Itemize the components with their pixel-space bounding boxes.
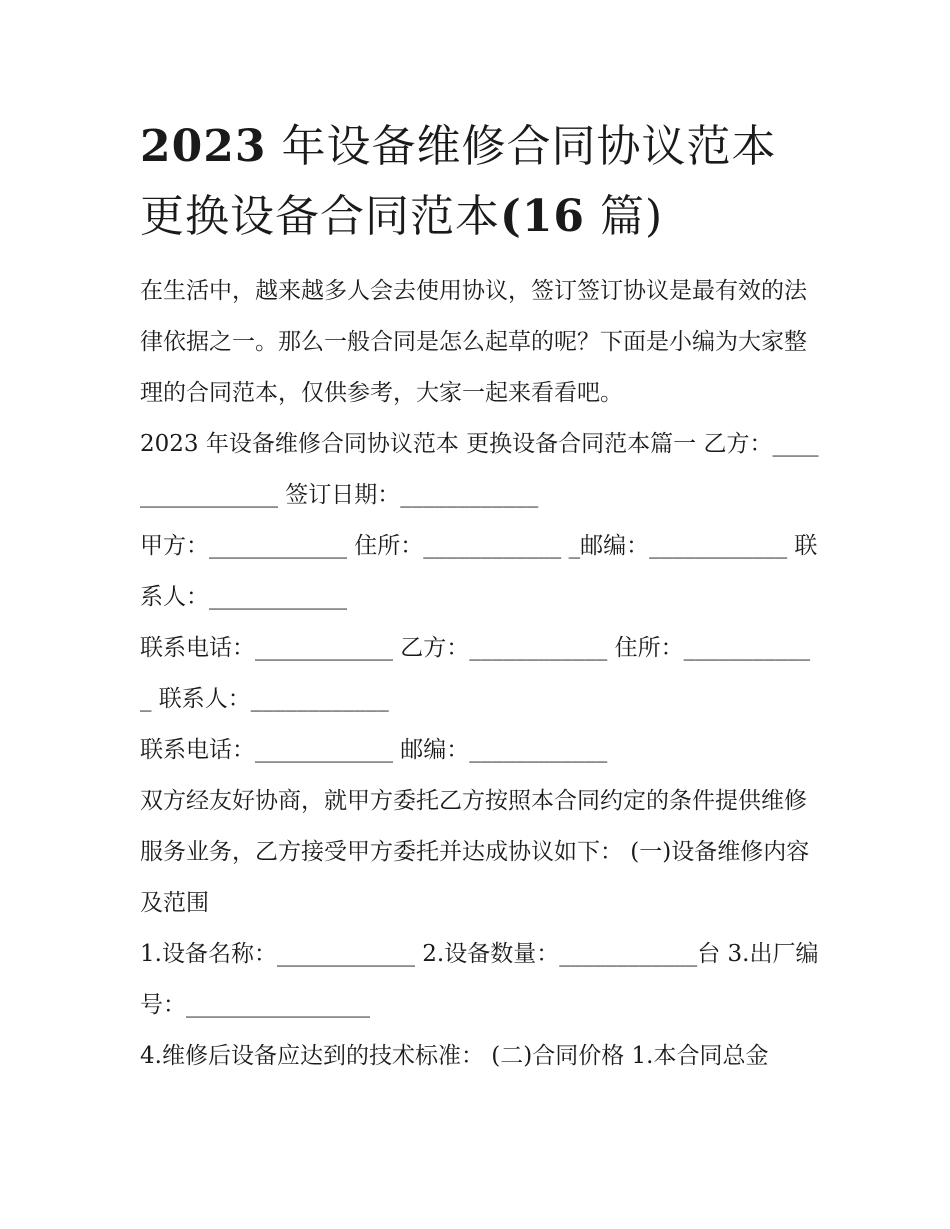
title-line-2-suffix: 篇) (585, 191, 664, 242)
document-title (140, 112, 820, 252)
equipment-paragraph: 1.设备名称：____________ 2.设备数量：____________台 3.出厂编号：________________ (140, 941, 819, 1018)
contract-header-paragraph: 2023 年设备维修合同协议范本 更换设备合同范本篇一 乙方：________________ 签订日期：____________ (140, 431, 819, 508)
contact-paragraph: 联系电话：____________ 邮编：____________ (140, 737, 608, 763)
price-paragraph: 4.维修后设备应达到的技术标准： (二)合同价格 1.本合同总金 (140, 1043, 769, 1069)
document-body (140, 266, 820, 1082)
title-line-1-text: 年设备维修合同协议范本 (266, 121, 777, 172)
agreement-paragraph: 双方经友好协商，就甲方委托乙方按照本合同约定的条件提供维修服务业务，乙方接受甲方委托并达成协议如下： (一)设备维修内容及范围 (140, 788, 810, 916)
title-year: 2023 (140, 121, 267, 172)
title-count: (16 (500, 191, 586, 242)
party-b-paragraph: 联系电话：____________ 乙方：____________ 住所：____________ 联系人：____________ (140, 635, 811, 712)
intro-paragraph: 在生活中，越来越多人会去使用协议，签订签订协议是最有效的法律依据之一。那么一般合同是怎么起草的呢？下面是小编为大家整理的合同范本，仅供参考，大家一起来看看吧。 (140, 278, 807, 406)
title-line-2 (140, 182, 820, 252)
title-line-2-text: 更换设备合同范本 (140, 191, 500, 242)
party-a-paragraph: 甲方：____________ 住所：____________ _邮编：____________ 联系人：____________ (140, 533, 818, 610)
document-page (140, 112, 820, 1082)
title-line-1 (140, 112, 820, 182)
